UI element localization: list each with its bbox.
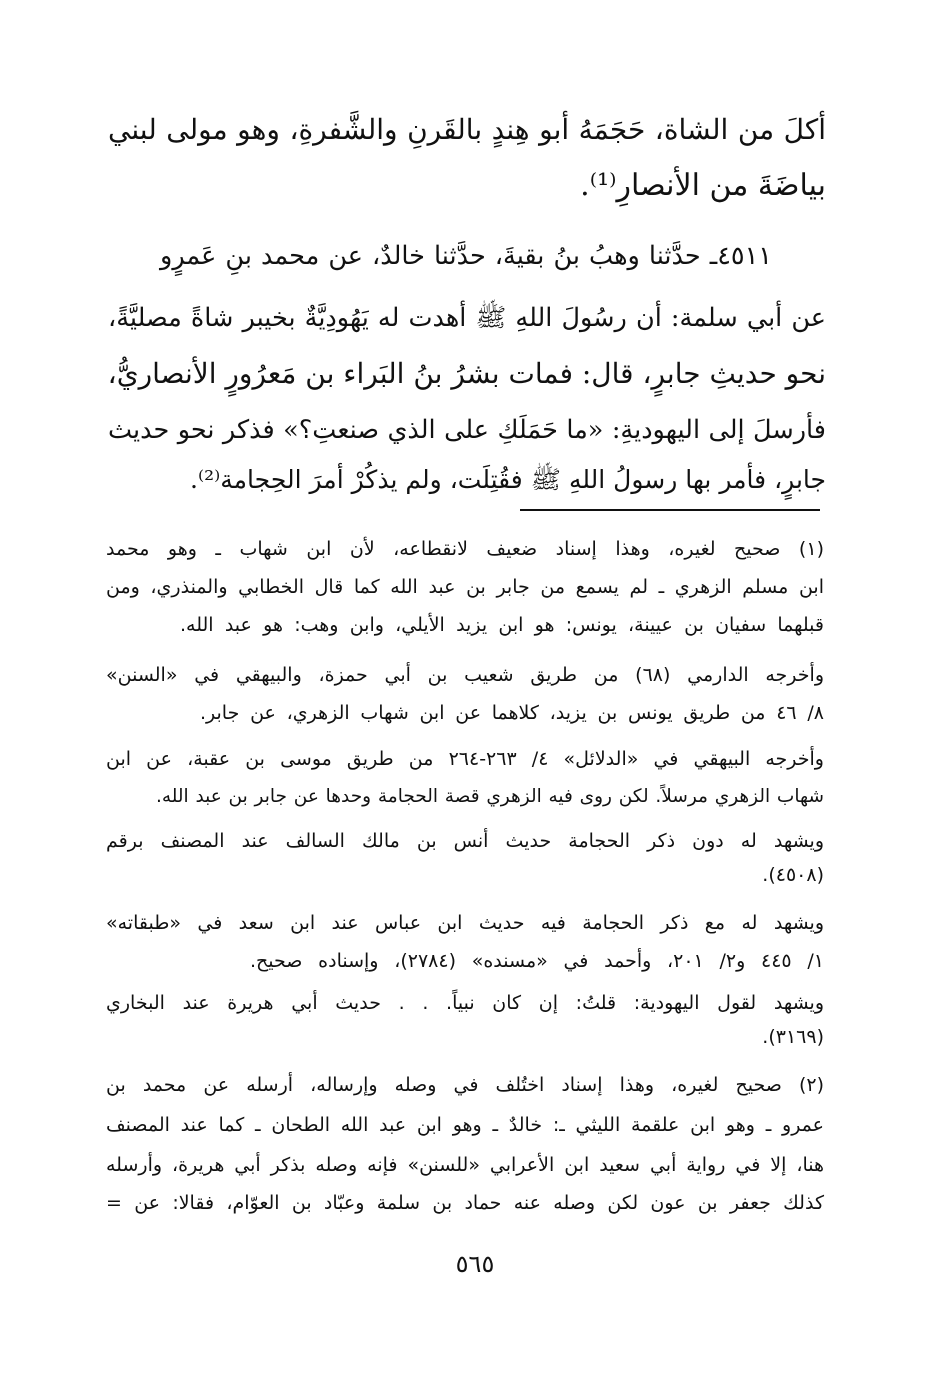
footnote-line: كذلك جعفر بن عون لكن وصله عنه حماد بن سلمة وعبّاد بن العوّام، فقالا: عن = xyxy=(106,1192,824,1214)
footnote-line: هنا، إلا في رواية أبي سعيد ابن الأعرابي «للسنن» فإنه وصله بذكر أبي هريرة، وأرسله xyxy=(106,1154,824,1176)
footnote-line: وأخرجه الدارمي (٦٨) من طريق شعيب بن أبي حمزة، والبيهقي في «السنن» xyxy=(106,664,824,686)
footnote-line: وأخرجه البيهقي في «الدلائل» ٤/ ٢٦٣-٢٦٤ من طريق موسى بن عقبة، عن ابن xyxy=(106,748,824,770)
footnote-line: (٢) صحيح لغيره، وهذا إسناد اختُلف في وصله وإرساله، أرسله عن محمد بن xyxy=(106,1074,824,1096)
main-text-line: أكلَ من الشاة، حَجَمَهُ أبو هِندٍ بالقَرنِ والشَّفرةِ، وهو مولى لبني xyxy=(108,113,827,146)
footnote-line: قبلهما سفيان بن عيينة، يونس: هو ابن يزيد الأيلي، وابن وهب: هو عبد الله. xyxy=(180,614,824,636)
footnote-line: ويشهد لقول اليهودية: قلتُ: إن كان نبياً. . . حديث أبي هريرة عند البخاري xyxy=(106,992,824,1014)
footnote-line: (٣١٦٩). xyxy=(762,1026,824,1048)
footnote-line: ابن مسلم الزهري ـ لم يسمع من جابر بن عبد الله كما قال الخطابي والمنذري، ومن xyxy=(106,576,824,598)
hadith-number-line: ٤٥١١ـ حدَّثنا وهبُ بنُ بقيةَ، حدَّثنا خالدٌ، عن محمد بنِ عَمرٍو xyxy=(160,241,772,271)
footnote-line: ويشهد له مع ذكر الحجامة فيه حديث ابن عباس عند ابن سعد في «طبقاته» xyxy=(106,912,824,934)
footnote-divider xyxy=(520,509,820,511)
page-number: ٥٦٥ xyxy=(455,1250,495,1278)
main-text-line: نحو حديثِ جابرٍ، قال: فمات بشرُ بنُ البَراء بن مَعرُورٍ الأنصاريُّ، xyxy=(107,357,826,390)
footnote-line: ويشهد له دون ذكر الحجامة حديث أنس بن مالك السالف عند المصنف برقم xyxy=(106,830,824,852)
footnote-line: (١) صحيح لغيره، وهذا إسناد ضعيف لانقطاعه، لأن ابن شهاب ـ وهو محمد xyxy=(106,538,824,560)
footnote-line: ١/ ٤٤٥ و٢/ ٢٠١، وأحمد في «مسنده» (٢٧٨٤)، وإسناده صحيح. xyxy=(250,950,824,972)
main-text-line: بياضَةَ من الأنصارِ⁽¹⁾. xyxy=(580,168,826,203)
main-text-line: عن أبي سلمة: أن رسُولَ اللهِ ﷺ أهدت له يَهُودِيَّةٌ بخيبر شاةً مصليَّةً، xyxy=(108,303,826,333)
footnote-line: (٤٥٠٨). xyxy=(762,864,824,886)
footnote-line: عمرو ـ وهو ابن علقمة الليثي ـ: خالدٌ ـ وهو ابن عبد الله الطحان ـ كما عند المصنف xyxy=(106,1114,824,1136)
main-text-line: فأرسلَ إلى اليهوديةِ: «ما حَمَلَكِ على الذي صنعتِ؟» فذكر نحو حديث xyxy=(108,415,826,445)
main-text-line: جابرٍ، فأمر بها رسولُ اللهِ ﷺ فقُتِلَت، ولم يذكُرْ أمرَ الحِجامة⁽²⁾. xyxy=(190,465,826,494)
footnote-line: شهاب الزهري مرسلاً. لكن روى فيه الزهري قصة الحجامة وحدها عن جابر بن عبد الله. xyxy=(156,786,824,807)
footnote-line: ٨/ ٤٦ من طريق يونس بن يزيد، كلاهما عن ابن شهاب الزهري، عن جابر. xyxy=(200,702,824,724)
